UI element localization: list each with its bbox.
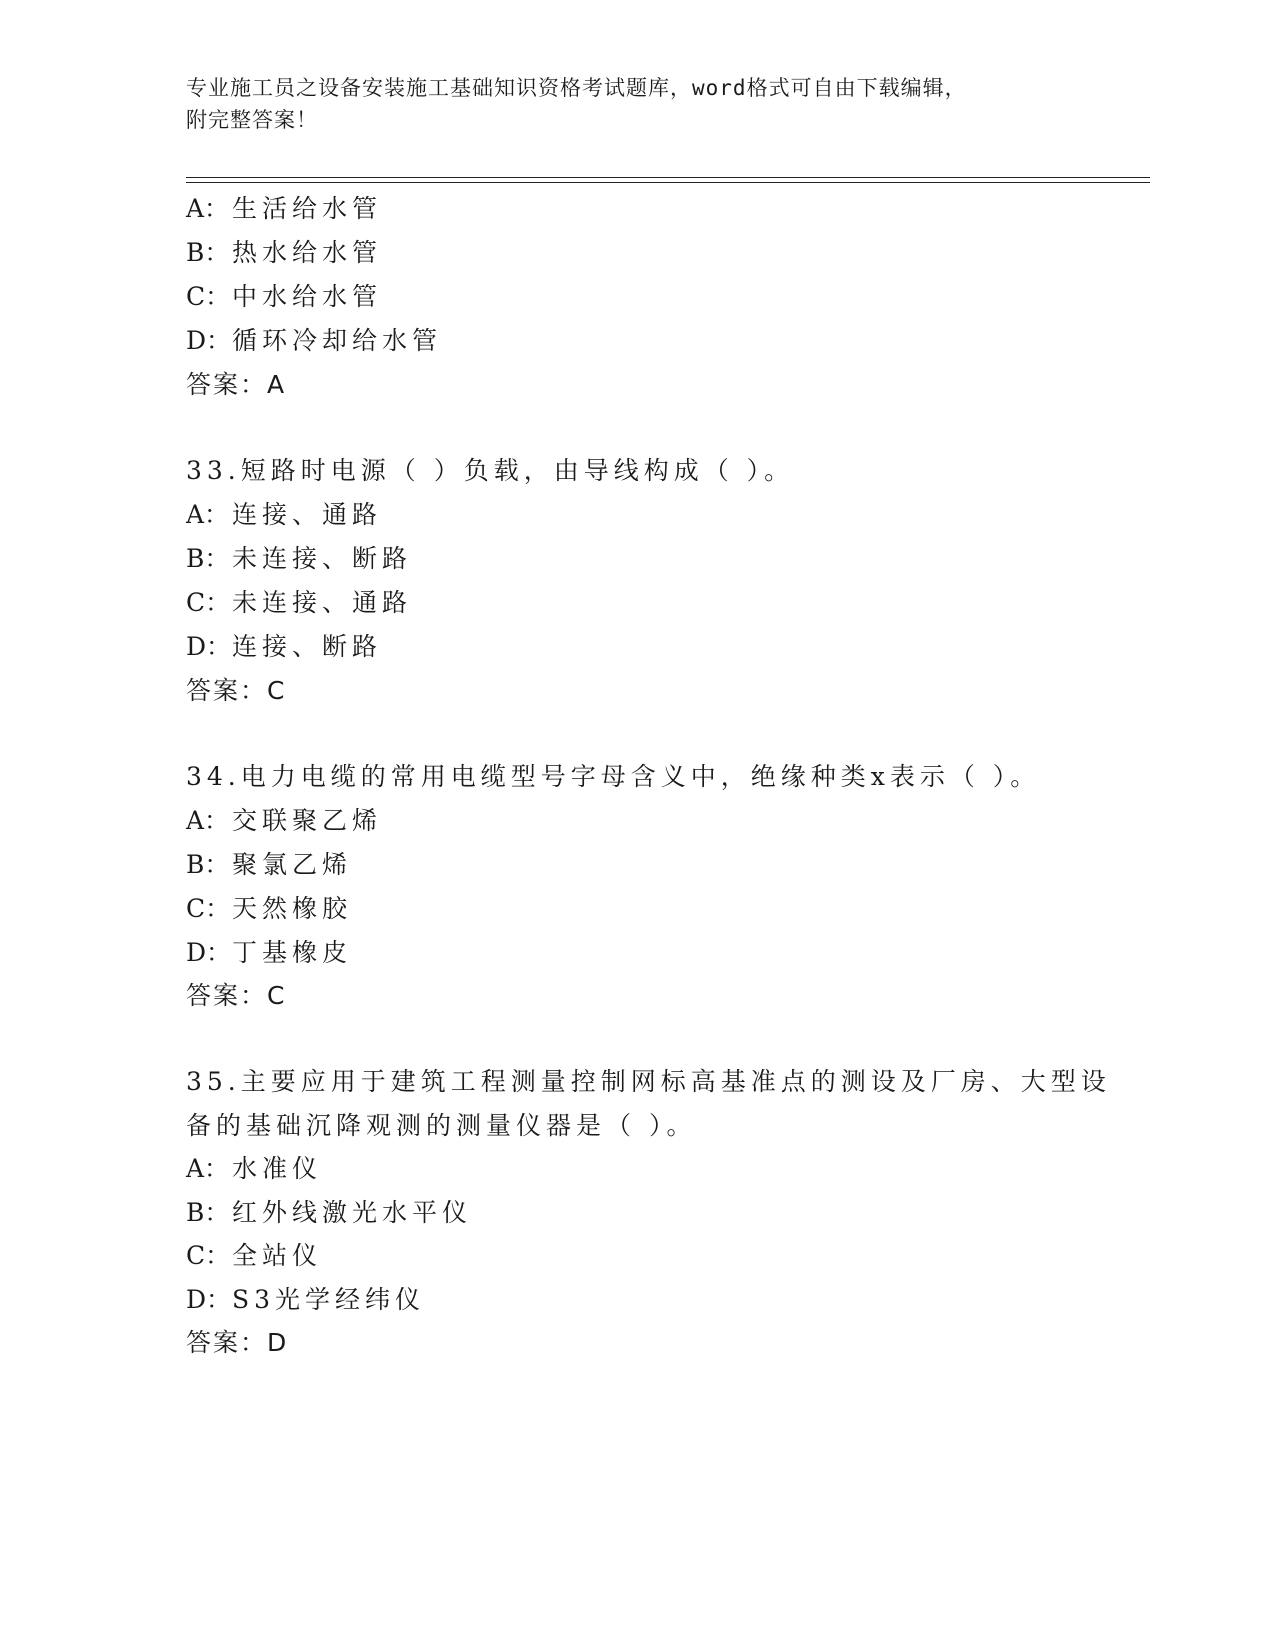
q32-option-a-text: 生活给水管	[232, 194, 383, 223]
q34-question: 34.电力电缆的常用电缆型号字母含义中，绝缘种类x表示（ ）。	[186, 762, 1041, 791]
q35-answer: 答案：D	[186, 1328, 289, 1357]
q34-option-d	[186, 937, 352, 969]
q32-answer: 答案：A	[186, 370, 287, 399]
q35-question-line-1: 35.主要应用于建筑工程测量控制网标高基准点的测设及厂房、大型设	[186, 1067, 1111, 1096]
q32-option-c	[186, 281, 382, 313]
q34-option-a-text: 交联聚乙烯	[232, 806, 383, 835]
q35-option-a-text: 水准仪	[232, 1154, 323, 1183]
header-divider-bottom	[186, 182, 1150, 183]
q33-option-b-text: 未连接、断路	[232, 544, 413, 573]
q32-option-a-letter: A：	[186, 194, 230, 223]
q34-option-a	[186, 805, 382, 837]
q34-option-b	[186, 849, 352, 881]
q35-option-a-letter: A：	[186, 1154, 230, 1183]
q35-option-b-letter: B：	[186, 1198, 230, 1227]
q32-option-d-text: 循环冷却给水管	[232, 326, 443, 355]
q33-option-d-letter: D：	[186, 632, 232, 661]
q34-answer: 答案：C	[186, 981, 287, 1010]
q34-option-a-letter: A：	[186, 806, 230, 835]
q32-option-b-text: 热水给水管	[232, 238, 383, 267]
q33-answer: 答案：C	[186, 676, 287, 705]
q35-option-c	[186, 1240, 322, 1272]
q33-option-a-text: 连接、通路	[232, 500, 383, 529]
q33-option-c	[186, 587, 412, 619]
q35-option-c-text: 全站仪	[232, 1241, 323, 1270]
document-header-line-2: 附完整答案！	[186, 108, 318, 132]
q33-option-b-letter: B：	[186, 544, 230, 573]
q32-option-c-letter: C：	[186, 282, 231, 311]
q34-option-c-text: 天然橡胶	[232, 894, 353, 923]
q33-option-a	[186, 499, 382, 531]
q35-option-d-text: S3光学经纬仪	[232, 1285, 426, 1314]
q34-option-b-letter: B：	[186, 850, 230, 879]
q32-option-c-text: 中水给水管	[232, 282, 383, 311]
q33-option-a-letter: A：	[186, 500, 230, 529]
header-divider-top	[186, 177, 1150, 178]
q33-option-c-letter: C：	[186, 588, 231, 617]
q35-option-c-letter: C：	[186, 1241, 231, 1270]
q34-option-c	[186, 893, 352, 925]
q32-option-d	[186, 325, 442, 357]
q32-option-b	[186, 237, 382, 269]
q33-option-d-text: 连接、断路	[232, 632, 383, 661]
q34-option-d-text: 丁基橡皮	[232, 938, 353, 967]
q33-question: 33.短路时电源（ ）负载，由导线构成（ ）。	[186, 456, 795, 485]
q35-option-b-text: 红外线激光水平仪	[232, 1198, 473, 1227]
q34-option-c-letter: C：	[186, 894, 231, 923]
q35-option-a	[186, 1153, 322, 1185]
q34-option-d-letter: D：	[186, 938, 232, 967]
q35-question-line-2: 备的基础沉降观测的测量仪器是（ ）。	[186, 1111, 697, 1140]
q35-option-d	[186, 1284, 425, 1316]
q33-option-b	[186, 543, 412, 575]
q33-option-c-text: 未连接、通路	[232, 588, 413, 617]
q32-option-d-letter: D：	[186, 326, 232, 355]
q32-option-a	[186, 193, 382, 225]
q35-option-d-letter: D：	[186, 1285, 232, 1314]
document-header-line-1: 专业施工员之设备安装施工基础知识资格考试题库，word格式可自由下载编辑，	[186, 76, 967, 100]
q32-option-b-letter: B：	[186, 238, 230, 267]
q34-option-b-text: 聚氯乙烯	[232, 850, 353, 879]
q33-option-d	[186, 631, 382, 663]
q35-option-b	[186, 1197, 472, 1229]
